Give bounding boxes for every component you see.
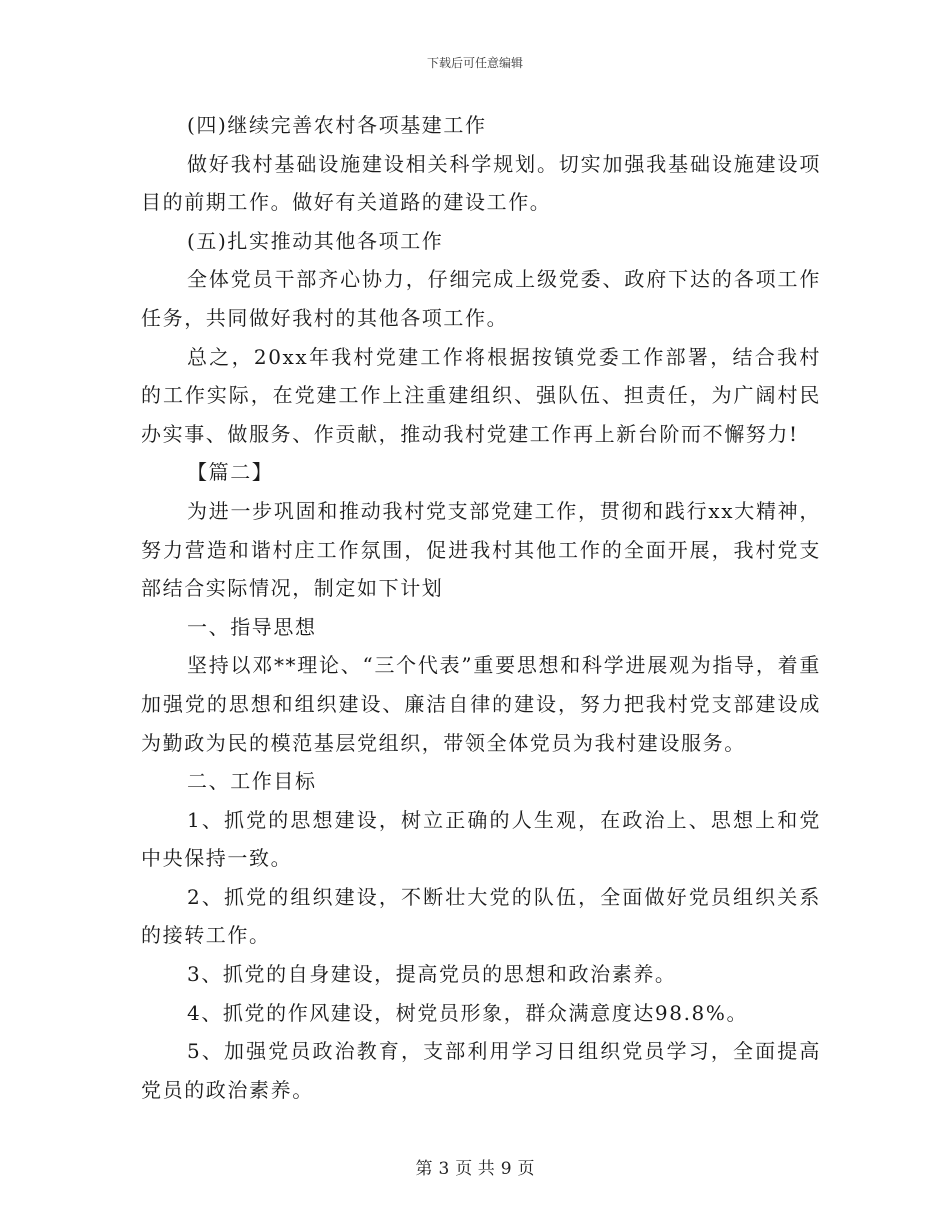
section-heading: 【篇二】 bbox=[187, 460, 274, 485]
page-footer bbox=[0, 1154, 950, 1179]
paragraph: 为进一步巩固和推动我村党支部党建工作，贯彻和践行xx大精神，努力营造和谐村庄工作氛围，促进我村其他工作的全面开展，我村党支部结合实际情况，制定如下计划 bbox=[141, 498, 821, 601]
footer-suffix: 页 bbox=[517, 1159, 535, 1179]
paragraph: (四)继续完善农村各项基建工作 bbox=[187, 113, 487, 137]
paragraph: 坚持以邓**理论、“三个代表”重要思想和科学进展观为指导，着重加强党的思想和组织建设、廉洁自律的建设，努力把我村党支部建设成为勤政为民的模范基层党组织，带领全体党员为我村建设服务。 bbox=[141, 653, 821, 755]
current-page-number: 3 bbox=[438, 1159, 450, 1179]
list-item: 2、抓党的组织建设，不断壮大党的队伍，全面做好党员组织关系的接转工作。 bbox=[141, 884, 821, 948]
subheading: 一、指导思想 bbox=[187, 614, 317, 639]
body-text bbox=[141, 106, 821, 1109]
list-item: 4、抓党的作风建设，树党员形象，群众满意度达98.8%。 bbox=[187, 1000, 749, 1025]
paragraph: (五)扎实推动其他各项工作 bbox=[187, 228, 444, 253]
page-header: 下载后可任意编辑 bbox=[426, 56, 523, 70]
paragraph: 做好我村基础设施建设相关科学规划。切实加强我基础设施建设项目的前期工作。做好有关道路的建设工作。 bbox=[141, 151, 821, 215]
list-item: 1、抓党的思想建设，树立正确的人生观，在政治上、思想上和党中央保持一致。 bbox=[141, 807, 821, 871]
footer-prefix: 第 bbox=[415, 1159, 433, 1179]
paragraph: 总之，20xx年我村党建工作将根据按镇党委工作部署，结合我村的工作实际，在党建工作上注重建组织、强队伍、担责任，为广阔村民办实事、做服务、作贡献，推动我村党建工作再上新台阶而不懈努力! bbox=[141, 344, 821, 446]
list-item: 3、抓党的自身建设，提高党员的思想和政治素养。 bbox=[187, 962, 677, 987]
footer-middle: 页 共 bbox=[455, 1159, 495, 1179]
total-pages-number: 9 bbox=[500, 1159, 512, 1179]
paragraph: 全体党员干部齐心协力，仔细完成上级党委、政府下达的各项工作任务，共同做好我村的其他各项工作。 bbox=[141, 267, 821, 330]
list-item: 5、加强党员政治教育，支部利用学习日组织党员学习，全面提高党员的政治素养。 bbox=[141, 1039, 821, 1102]
subheading: 二、工作目标 bbox=[187, 769, 317, 794]
